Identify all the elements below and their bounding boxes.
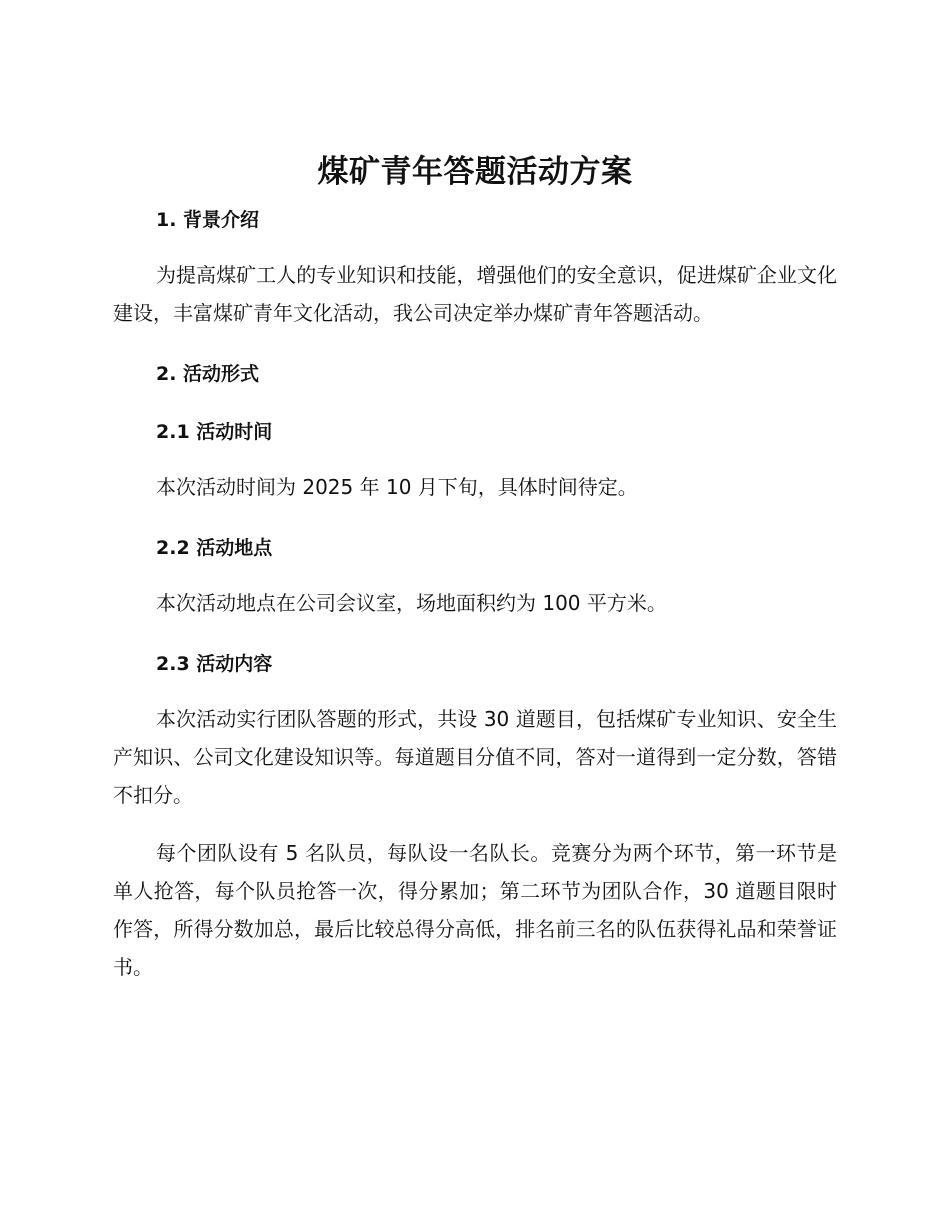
spacer	[113, 236, 837, 256]
paragraph-background: 为提高煤矿工人的专业知识和技能，增强他们的安全意识，促进煤矿企业文化建设，丰富煤矿青年文化活动，我公司决定举办煤矿青年答题活动。	[113, 263, 837, 325]
spacer	[113, 680, 837, 700]
spacer	[113, 506, 837, 532]
section-heading-activity-time: 2.1 活动时间	[156, 421, 273, 443]
spacer	[113, 332, 837, 358]
section-heading-activity-content: 2.3 活动内容	[156, 653, 273, 675]
spacer	[113, 448, 837, 468]
section-heading-activity-location: 2.2 活动地点	[156, 537, 273, 559]
spacer	[113, 814, 837, 834]
section-heading-activity-form: 2. 活动形式	[156, 363, 260, 385]
paragraph-activity-content-1: 本次活动实行团队答题的形式，共设 30 道题目，包括煤矿专业知识、安全生产知识、公司文化建设知识等。每道题目分值不同，答对一道得到一定分数，答错不扣分。	[113, 707, 837, 807]
spacer	[113, 390, 837, 416]
spacer	[113, 622, 837, 648]
paragraph-activity-location: 本次活动地点在公司会议室，场地面积约为 100 平方米。	[156, 591, 667, 615]
document-title: 煤矿青年答题活动方案	[317, 154, 633, 190]
paragraph-activity-content-2: 每个团队设有 5 名队员，每队设一名队长。竞赛分为两个环节，第一环节是单人抢答，每个队员抢答一次，得分累加；第二环节为团队合作，30 道题目限时作答，所得分数加总，最后比较总得分高低，排名前三名的队伍获得礼品和荣誉证书。	[113, 841, 837, 979]
paragraph-activity-time: 本次活动时间为 2025 年 10 月下旬，具体时间待定。	[156, 475, 638, 499]
spacer	[113, 564, 837, 584]
section-heading-background: 1. 背景介绍	[156, 209, 260, 231]
